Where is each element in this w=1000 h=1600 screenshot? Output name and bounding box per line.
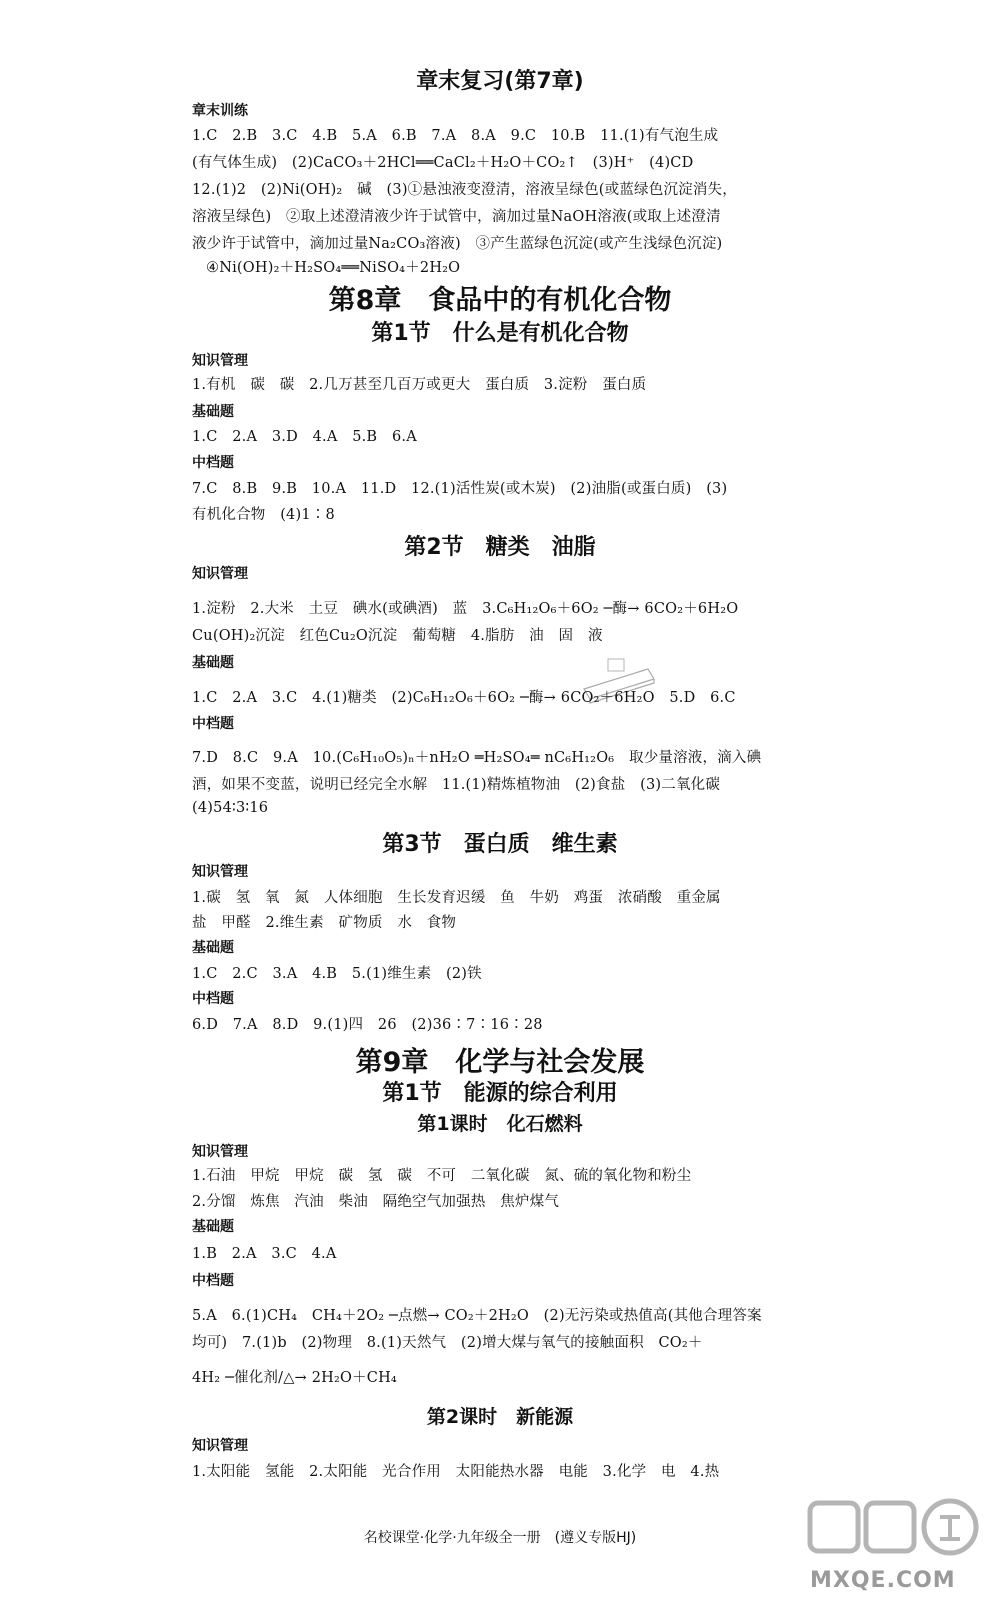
ch9-k1-label-know: 知识管理 [192,1144,248,1160]
ch7-line-2: (有气体生成) (2)CaCO₃＋2HCl══CaCl₂＋H₂O＋CO₂↑ (3)H⁺ (4)CD [192,155,694,171]
ch8-title: 第8章 食品中的有机化合物 [328,285,672,316]
ch8-s1-label-mid: 中档题 [192,455,234,471]
ch8-s2-mid-1: 7.D 8.C 9.A 10.(C₆H₁₀O₅)ₙ＋nH₂O ═H₂SO₄═ nC₆H₁₂O₆ 取少量溶液，滴入碘 [192,750,762,766]
ch7-line-4: 溶液呈绿色) ②取上述澄清液少许于试管中，滴加过量NaOH溶液(或取上述澄清 [192,209,721,225]
ch8-s2-mid-3: (4)54∶3∶16 [192,800,269,816]
ch9-k1-mid-1: 5.A 6.(1)CH₄ CH₄＋2O₂ ─点燃→ CO₂＋2H₂O (2)无污染或热值高(其他合理答案 [192,1308,762,1324]
ch8-s3-mid: 6.D 7.A 8.D 9.(1)四 26 (2)36∶7∶16∶28 [192,1017,543,1033]
ch9-k1-mid-2: 均可) 7.(1)b (2)物理 8.(1)天然气 (2)增大煤与氧气的接触面积 CO₂＋ [192,1335,703,1351]
ch8-s1-title: 第1节 什么是有机化合物 [371,321,629,346]
ch9-k1-title: 第1课时 化石燃料 [417,1113,583,1135]
ch8-s3-label-basic: 基础题 [192,940,234,956]
ch8-s1-basic: 1.C 2.A 3.D 4.A 5.B 6.A [192,429,417,445]
ch9-k1-label-basic: 基础题 [192,1219,234,1235]
ch9-s1-title: 第1节 能源的综合利用 [382,1081,618,1106]
ch9-k1-know-1: 1.石油 甲烷 甲烷 碳 氢 碳 不可 二氧化碳 氮、硫的氧化物和粉尘 [192,1168,692,1184]
ch8-s1-label-basic: 基础题 [192,404,234,420]
ch7-line-1: 1.C 2.B 3.C 4.B 5.A 6.B 7.A 8.A 9.C 10.B 11.(1)有气泡生成 [192,128,719,144]
ch7-line-5: 液少许于试管中，滴加过量Na₂CO₃溶液) ③产生蓝绿色沉淀(或产生浅绿色沉淀) [192,236,723,252]
ch9-title: 第9章 化学与社会发展 [355,1047,645,1078]
ch8-s2-label-know: 知识管理 [192,566,248,582]
ch8-s2-know-2: Cu(OH)₂沉淀 红色Cu₂O沉淀 葡萄糖 4.脂肪 油 固 液 [192,628,603,644]
ch9-k2-title: 第2课时 新能源 [426,1406,574,1428]
ch8-s1-mid-1: 7.C 8.B 9.B 10.A 11.D 12.(1)活性炭(或木炭) (2)油脂(或蛋白质) (3) [192,481,728,497]
ch8-s3-label-know: 知识管理 [192,864,248,880]
ch8-s3-title: 第3节 蛋白质 维生素 [382,832,618,857]
ch8-s2-basic: 1.C 2.A 3.C 4.(1)糖类 (2)C₆H₁₂O₆＋6O₂ ─酶→ 6CO₂＋6H₂O 5.D 6.C [192,690,736,706]
ch8-s2-label-mid: 中档题 [192,716,234,732]
ch9-k1-label-mid: 中档题 [192,1273,234,1289]
ch9-k1-mid-3: 4H₂ ─催化剂/△→ 2H₂O＋CH₄ [192,1370,397,1386]
ch8-s3-basic: 1.C 2.C 3.A 4.B 5.(1)维生素 (2)铁 [192,966,482,982]
ch9-k1-know-2: 2.分馏 炼焦 汽油 柴油 隔绝空气加强热 焦炉煤气 [192,1194,560,1210]
ch8-s2-mid-2: 酒，如果不变蓝，说明已经完全水解 11.(1)精炼植物油 (2)食盐 (3)二氧化碳 [192,777,721,793]
ch7-line-3: 12.(1)2 (2)Ni(OH)₂ 碱 (3)①悬浊液变澄清，溶液呈绿色(或蓝绿色沉淀消失， [192,182,737,198]
ch8-s2-know-1: 1.淀粉 2.大米 土豆 碘水(或碘酒) 蓝 3.C₆H₁₂O₆＋6O₂ ─酶→ 6CO₂＋6H₂O [192,601,739,617]
ch8-s2-label-basic: 基础题 [192,655,234,671]
watermark-text: MXQE.COM [810,1568,956,1593]
ch7-line-6: ④Ni(OH)₂＋H₂SO₄══NiSO₄＋2H₂O [206,260,461,276]
ch8-s1-mid-2: 有机化合物 (4)1∶8 [192,507,335,523]
ch9-k1-basic: 1.B 2.A 3.C 4.A [192,1246,337,1262]
ch9-k2-label-know: 知识管理 [192,1438,248,1454]
ch8-s3-know-1: 1.碳 氢 氧 氮 人体细胞 生长发育迟缓 鱼 牛奶 鸡蛋 浓硝酸 重金属 [192,890,721,906]
ch8-s3-know-2: 盐 甲醛 2.维生素 矿物质 水 食物 [192,915,457,931]
ch7-label-train: 章末训练 [192,103,248,119]
ch8-s2-title: 第2节 糖类 油脂 [404,535,596,560]
page-footer: 名校课堂·化学·九年级全一册 (遵义专版HJ) [363,1530,637,1546]
ch9-k2-know: 1.太阳能 氢能 2.太阳能 光合作用 太阳能热水器 电能 3.化学 电 4.热 [192,1464,720,1480]
ch8-s3-label-mid: 中档题 [192,991,234,1007]
ch7-title: 章末复习(第7章) [416,69,584,94]
ch8-s1-label-know: 知识管理 [192,353,248,369]
ch8-s1-know: 1.有机 碳 碳 2.几万甚至几百万或更大 蛋白质 3.淀粉 蛋白质 [192,377,647,393]
